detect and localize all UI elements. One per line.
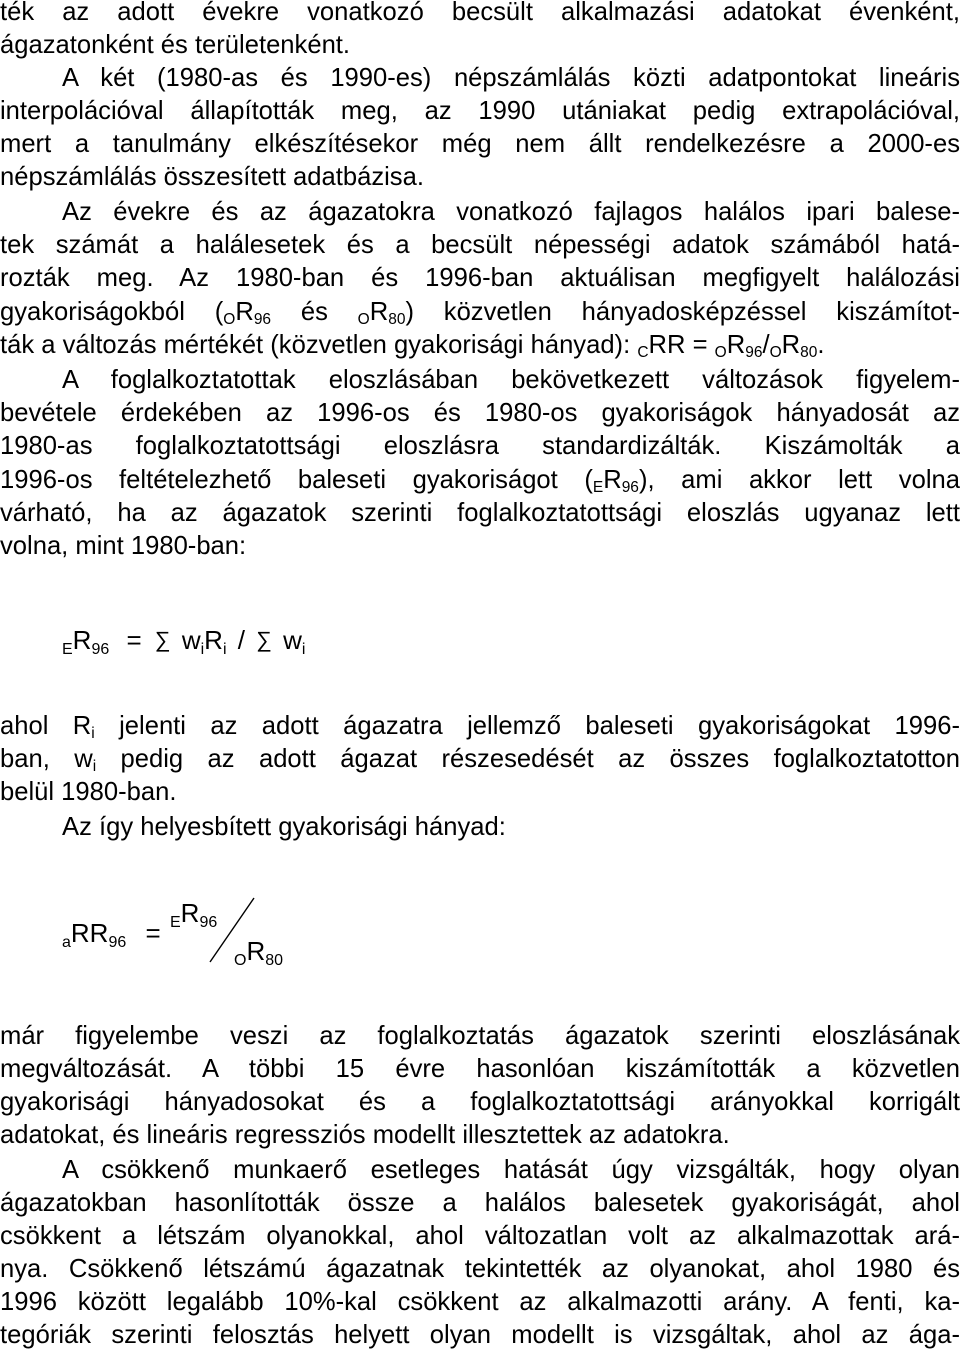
text-line: tek számát a halálesetek és a becsült népességi adatok számából hatá- — [0, 231, 960, 259]
text-line: 1996 között legalább 10%-kal csökkent az alkalmazotti arány. A fenti, ka- — [0, 1288, 960, 1316]
text-line: népszámlálás összesített adatbázisa. — [0, 163, 424, 191]
formula-weighted-rate: ER96 = ∑ wiRi / ∑ wi — [62, 625, 306, 658]
text-line: tegóriák szerinti felosztás helyett olyan modellt is vizsgáltak, ahol az ága- — [0, 1321, 960, 1349]
text-line: ták a változás mértékét (közvetlen gyakorisági hányad): CRR = OR96/OR80. — [0, 331, 825, 361]
text-line: gyakorisági hányadosokat és a foglalkoztatottsági arányokkal korrigált — [0, 1088, 960, 1116]
text-line: ban, wi pedig az adott ágazat részesedését az összes foglalkoztatotton — [0, 745, 960, 775]
text-line: volna, mint 1980-ban: — [0, 532, 247, 560]
text-line: csökkent a létszám olyanokkal, ahol változatlan volt az alkalmazottak ará- — [0, 1222, 960, 1250]
text-line: interpolációval állapították meg, az 1990 utániakat pedig extrapolációval, — [0, 97, 960, 125]
text-line: ágazatonként és területenként. — [0, 31, 351, 59]
text-line: belül 1980-ban. — [0, 778, 177, 806]
text-line: mert a tanulmány elkészítésekor még nem állt rendelkezésre a 2000-es — [0, 130, 960, 158]
text-line: 1980-as foglalkoztatottsági eloszlásra standardizálták. Kiszámolták a — [0, 432, 960, 460]
text-line: bevétele érdekében az 1996-os és 1980-os gyakoriságok hányadosát az — [0, 399, 960, 427]
formula-corrected-ratio: aRR96 = ER96 OR80 — [62, 890, 362, 980]
text-line: Az így helyesbített gyakorisági hányad: — [62, 813, 506, 841]
text-line: már figyelembe veszi az foglalkoztatás ágazatok szerinti eloszlásának — [0, 1022, 960, 1050]
text-line: gyakoriságokból (OR96 és OR80) közvetlen hányadosképzéssel kiszámítot- — [0, 298, 960, 328]
text-line: A csökkenő munkaerő esetleges hatását úgy vizsgálták, hogy olyan — [62, 1156, 960, 1184]
text-line: Az évekre és az ágazatokra vonatkozó fajlagos halálos ipari balese- — [62, 198, 960, 226]
text-line: adatokat, és lineáris regressziós modellt illesztettek az adatokra. — [0, 1121, 730, 1149]
text-line: ték az adott évekre vonatkozó becsült alkalmazási adatokat évenként, — [0, 0, 960, 26]
text-line: nya. Csökkenő létszámú ágazatnak tekintették az olyanokat, ahol 1980 és — [0, 1255, 960, 1283]
text-line: ágazatokban hasonlították össze a halálos balesetek gyakoriságát, ahol — [0, 1189, 960, 1217]
text-line: ahol Ri jelenti az adott ágazatra jellemző baleseti gyakoriságokat 1996- — [0, 712, 960, 742]
text-line: megváltozását. A többi 15 évre hasonlóan kiszámították a közvetlen — [0, 1055, 960, 1083]
text-line: 1996-os feltételezhető baleseti gyakoriságot (ER96), ami akkor lett volna — [0, 466, 960, 496]
text-line: várható, ha az ágazatok szerinti foglalkoztatottsági eloszlás ugyanaz lett — [0, 499, 960, 527]
text-line: A két (1980-as és 1990-es) népszámlálás közti adatpontokat lineáris — [62, 64, 960, 92]
text-line: A foglalkoztatottak eloszlásában bekövetkezett változások figyelem- — [62, 366, 960, 394]
text-line: rozták meg. Az 1980-ban és 1996-ban aktuálisan megfigyelt halálozási — [0, 264, 960, 292]
